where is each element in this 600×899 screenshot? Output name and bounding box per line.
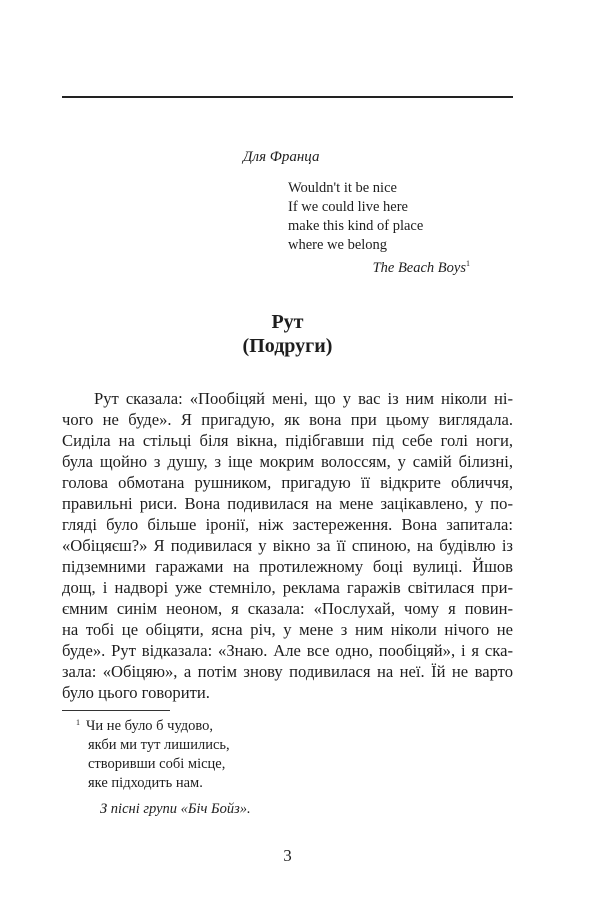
page-number: 3: [283, 846, 292, 865]
epigraph-line: Wouldn't it be nice: [288, 180, 397, 196]
body-line: гляді було більше іронії, ніж застереження. Вона запитала:: [62, 515, 513, 534]
footnote-line: яке підходить нам.: [88, 775, 203, 791]
epigraph-line: If we could live here: [288, 199, 408, 215]
footnote-line: Чи не було б чудово,: [86, 718, 214, 734]
body-line: голова обмотана рушником, пригадую її відкрите обличчя,: [62, 473, 513, 492]
body-line: підземними гаражами на протилежному боці вулиці. Йшов: [62, 557, 513, 576]
footnote-source: З пісні групи «Біч Бойз».: [100, 801, 251, 817]
footnote: [76, 717, 230, 793]
body-line: було цього говорити.: [62, 683, 210, 702]
footnote-rule: [62, 710, 170, 711]
body-line: була щойно з душу, з іще мокрим волоссям, у самій білизні,: [62, 452, 513, 471]
footnote-mark: 1: [76, 718, 80, 727]
chapter-subtitle: (Подруги): [242, 335, 333, 357]
footnote-line: створивши собі місце,: [88, 756, 226, 772]
body-line: «Обіцяєш?» Я подивилася у вікно за її спиною, на будівлю із: [62, 536, 513, 555]
body-line: дощ, і надворі уже стемніло, реклама гаражів світилася при-: [62, 578, 513, 597]
epigraph-line: where we belong: [288, 237, 388, 253]
footnote-line: якби ми тут лишились,: [88, 737, 230, 753]
body-text: [62, 388, 513, 703]
epigraph: [288, 179, 423, 255]
body-line: ємним синім неоном, я сказала: «Послухай, чому я повин-: [62, 599, 513, 618]
footnote-reference[interactable]: 1: [466, 259, 470, 269]
body-line: на тобі це обіцяти, ясна річ, у мене з ним ніколи нічого не: [62, 620, 513, 639]
epigraph-line: make this kind of place: [288, 218, 424, 234]
chapter-heading: [62, 310, 513, 358]
body-line: чого не буде». Я пригадую, як вона при цьому виглядала.: [62, 410, 513, 429]
body-line: правильні риси. Вона подивилася на мене зацікавлено, у по-: [62, 494, 513, 513]
dedication: Для Франца: [243, 149, 320, 165]
body-line: Рут сказала: «Пообіцяй мені, що у вас із ним ніколи ні-: [94, 389, 513, 408]
header-rule: [62, 96, 513, 98]
body-line: буде». Рут відказала: «Знаю. Але все одно, пообіцяй», і я ска-: [62, 641, 513, 660]
chapter-title: Рут: [271, 311, 304, 333]
body-line: Сиділа на стільці біля вікна, підібгавши під себе голі ноги,: [62, 431, 513, 450]
epigraph-source: [330, 259, 470, 277]
epigraph-source-text: The Beach Boys: [372, 260, 466, 276]
body-line: зала: «Обіцяю», а потім знову подивилася на неї. Їй не варто: [62, 662, 513, 681]
